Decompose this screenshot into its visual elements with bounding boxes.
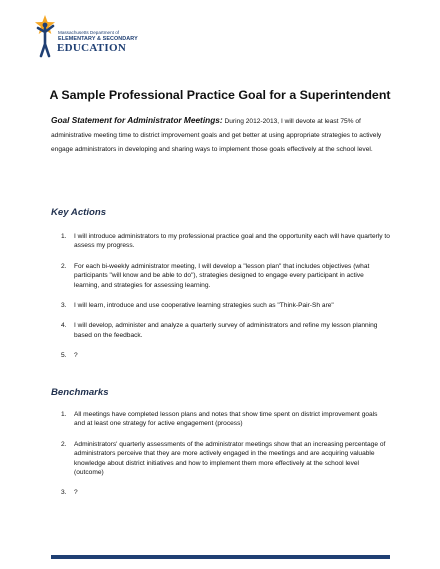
list-item: 2. Administrators' quarterly assessments of the administrator meetings show that an increasing percentage of administrators perceive that they are more actively engaged in the meetings and are acquiring valuable knowledge about district initiatives and how to implement them more effectively at the school level (outcome) bbox=[61, 440, 386, 477]
benchmarks-heading: Benchmarks bbox=[51, 387, 109, 398]
list-item: 3. I will learn, introduce and use cooperative learning strategies such as "Think-Pair-Sh are" bbox=[61, 302, 334, 310]
list-item: 1. I will introduce administrators to my professional practice goal and the opportunity each will have quarterly to assess my progress. bbox=[61, 233, 390, 250]
list-item: 4. I will develop, administer and analyze a quarterly survey of administrators and refine my lesson planning based on the feedback. bbox=[61, 322, 378, 339]
goal-statement-label: Goal Statement for Administrator Meetings: bbox=[51, 115, 223, 125]
goal-statement bbox=[51, 113, 390, 157]
list-item: 2. For each bi-weekly administrator meeting, I will develop a "lesson plan" that includes objectives (what participants "will know and be able to do"), strategies designed to engage every participant in active learning, and strategies for assessing learning. bbox=[61, 262, 370, 289]
footer-rule bbox=[51, 555, 390, 559]
key-actions-heading: Key Actions bbox=[51, 207, 107, 218]
logo-line-2: ELEMENTARY & SECONDARY bbox=[58, 36, 138, 42]
list-item: 5. ? bbox=[61, 352, 78, 360]
document-title: A Sample Professional Practice Goal for a Superintendent bbox=[49, 88, 391, 102]
logo-line-1: Massachusetts Department of bbox=[58, 30, 120, 35]
list-item: 1. All meetings have completed lesson plans and notes that show time spent on district improvement goals and at least one strategy for active engagement (process) bbox=[61, 411, 378, 428]
doe-logo bbox=[34, 14, 174, 58]
logo-line-3: EDUCATION bbox=[57, 42, 127, 54]
key-actions-list bbox=[51, 232, 390, 372]
list-item: 3. ? bbox=[61, 489, 78, 497]
goal-statement-text: During 2012-2013, I will devote at least 75% of administrative meeting time to district improvement goals and get better at using appropriate strategies to actively engage administrators in developing and sharing ways to implement those goals effectively at the school level. bbox=[51, 118, 382, 153]
benchmarks-list bbox=[51, 410, 390, 509]
